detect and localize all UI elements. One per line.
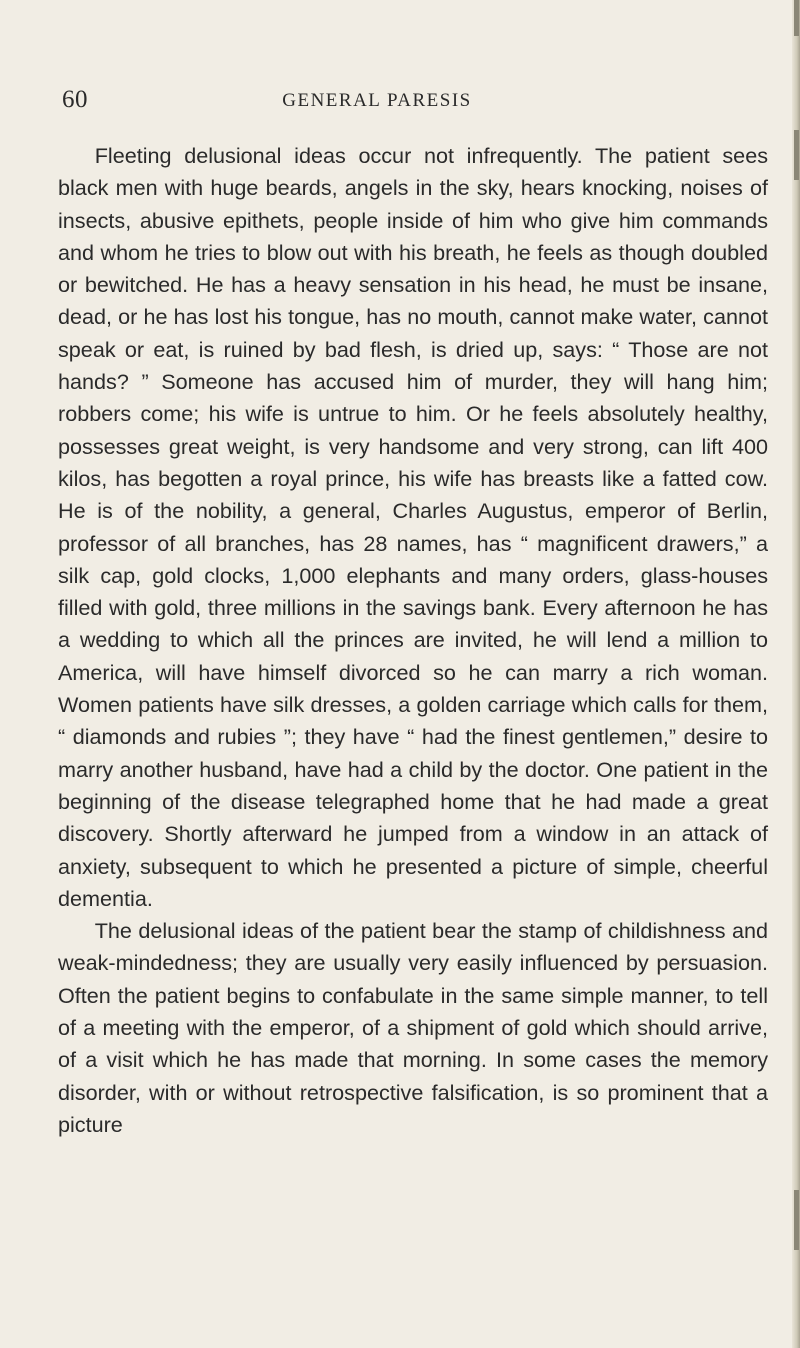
page-edge-mark (794, 130, 799, 180)
page-number: 60 (62, 86, 88, 113)
page-header (62, 86, 692, 116)
paragraph-delusional-ideas: Fleeting delusional ideas occur not infrequently. The patient sees black men with huge beards, angels in the sky, hears knocking, noises of insects, abusive epithets, people inside of him who give him commands and whom he tries to blow out with his breath, he feels as though doubled or bewitched. He has a heavy sensation in his head, he must be insane, dead, or he has lost his tongue, has no mouth, cannot make water, cannot speak or eat, is ruined by bad flesh, is dried up, says: “ Those are not hands? ” Someone has accused him of murder, they will hang him; robbers come; his wife is untrue to him. Or he feels absolutely healthy, possesses great weight, is very handsome and very strong, can lift 400 kilos, has begotten a royal prince, his wife has breasts like a fatted cow. He is of the nobility, a general, Charles Augustus, emperor of Berlin, professor of all branches, has 28 names, has “ magnificent drawers,” a silk cap, gold clocks, 1,000 elephants and many orders, glass-houses filled with gold, three millions in the savings bank. Every afternoon he has a wedding to which all the princes are invited, he will lend a million to America, will have himself divorced so he can marry a rich woman. Women patients have silk dresses, a golden carriage which calls for them, “ diamonds and rubies ”; they have “ had the finest gentlemen,” desire to marry another husband, have had a child by the doctor. One patient in the beginning of the disease telegraphed home that he had made a great discovery. Shortly afterward he jumped from a window in an attack of anxiety, subsequent to which he presented a picture of simple, cheerful dementia. (58, 143, 768, 911)
page-edge (792, 0, 800, 1348)
running-head: GENERAL PARESIS (282, 90, 472, 111)
page-edge-mark (794, 1190, 799, 1250)
paragraph-childishness: The delusional ideas of the patient bear the stamp of childishness and weak-mindedness; they are usually very easily influenced by persuasion. Often the patient begins to confabulate in the same simple manner, to tell of a meeting with the emperor, of a shipment of gold which should arrive, of a visit which he has made that morning. In some cases the memory disorder, with or without retrospective falsification, is so prominent that a picture (58, 918, 768, 1137)
page-edge-mark (794, 0, 799, 36)
body-text (58, 140, 768, 1141)
